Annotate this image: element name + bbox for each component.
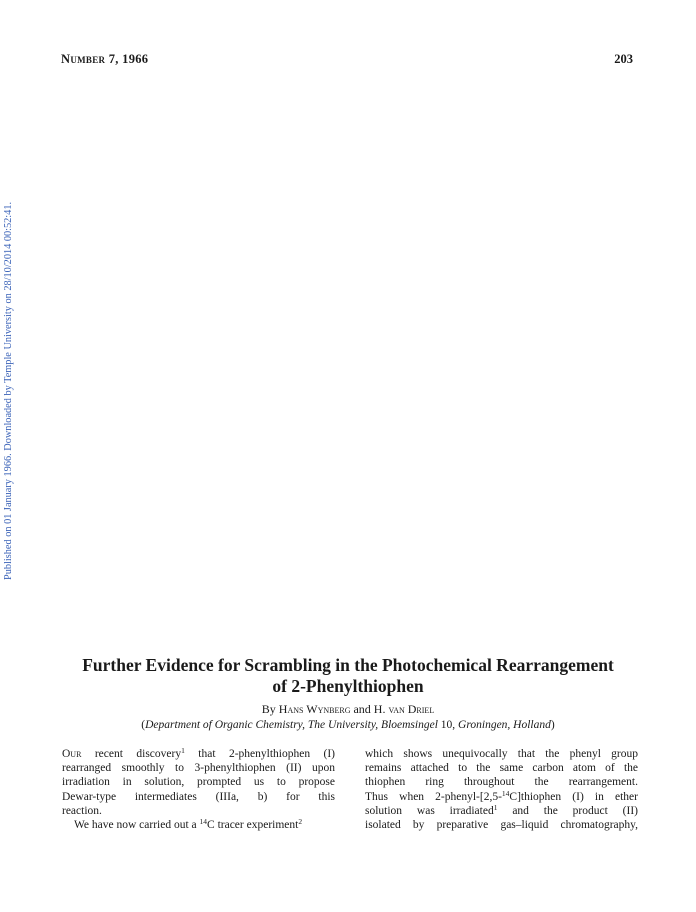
right-line-6: isolated by preparative gas–liquid chromatography, — [365, 819, 638, 832]
footnote-ref: 1 — [181, 746, 185, 755]
author-2-initial: H. — [373, 702, 389, 716]
left-line-1 — [62, 747, 335, 761]
author-2-name: van Driel — [388, 702, 435, 716]
lead-word: Our — [62, 748, 82, 760]
left-line-3: irradiation in solution, prompted us to propose — [62, 776, 335, 789]
isotope-mass: 14 — [199, 817, 208, 827]
left-line-5: reaction. — [62, 804, 102, 817]
isotope-mass: 14 — [501, 788, 510, 798]
affil-close: ) — [550, 719, 555, 731]
left-line-4: Dewar-type intermediates (IIIa, b) for this — [62, 790, 335, 803]
author-1: Hans Wynberg — [278, 702, 351, 716]
body-column-right — [365, 747, 638, 832]
right-line-5-b: and the product (II) — [497, 804, 638, 817]
right-line-2: remains attached to the same carbon atom of the — [365, 762, 638, 775]
footnote-ref: 1 — [493, 802, 498, 812]
left-line-6-b: C tracer experiment — [207, 819, 299, 832]
affil-place: Groningen, Holland — [458, 719, 551, 731]
affil-dept: Department of Organic Chemistry, The University, Bloemsingel — [145, 719, 438, 731]
issue-prefix: Number — [61, 52, 106, 66]
body-column-left — [62, 747, 335, 832]
download-watermark-link[interactable]: Published on 01 January 1966. Downloaded by Temple University on 28/10/2014 00:52:41. — [3, 201, 14, 580]
title-line-2: of 2-Phenylthiophen — [272, 676, 424, 696]
left-line-1-b: that 2-phenylthiophen (I) — [184, 748, 336, 760]
right-line-4-b: C]thiophen (I) in ether — [509, 790, 638, 803]
right-line-3: thiophen ring throughout the rearrangement. — [365, 776, 638, 789]
left-line-2: rearranged smoothly to 3-phenylthiophen (II) upon — [62, 762, 335, 775]
right-line-5 — [365, 804, 638, 818]
authors-by: By — [261, 702, 279, 716]
affil-open: ( — [141, 719, 146, 731]
right-line-4 — [365, 790, 638, 804]
affiliation — [30, 719, 666, 731]
authors-and: and — [350, 702, 374, 716]
running-header-issue — [61, 52, 148, 67]
right-line-5-a: solution was irradiated — [365, 804, 494, 817]
page-number: 203 — [614, 52, 633, 66]
left-line-6-a: We have now carried out a — [74, 819, 200, 832]
issue-rest: 7, 1966 — [105, 52, 149, 66]
author-line — [40, 702, 656, 717]
footnote-ref: 2 — [298, 817, 303, 827]
affil-number: 10, — [437, 719, 459, 731]
left-line-1-a: recent discovery — [81, 748, 182, 760]
title-line-1: Further Evidence for Scrambling in the Photochemical Rearrangement — [82, 655, 614, 675]
right-line-4-a: Thus when 2-phenyl-[2,5- — [365, 790, 502, 803]
right-line-1: which shows unequivocally that the phenyl group — [365, 748, 638, 760]
article-title — [40, 655, 656, 697]
left-line-6 — [62, 818, 335, 832]
